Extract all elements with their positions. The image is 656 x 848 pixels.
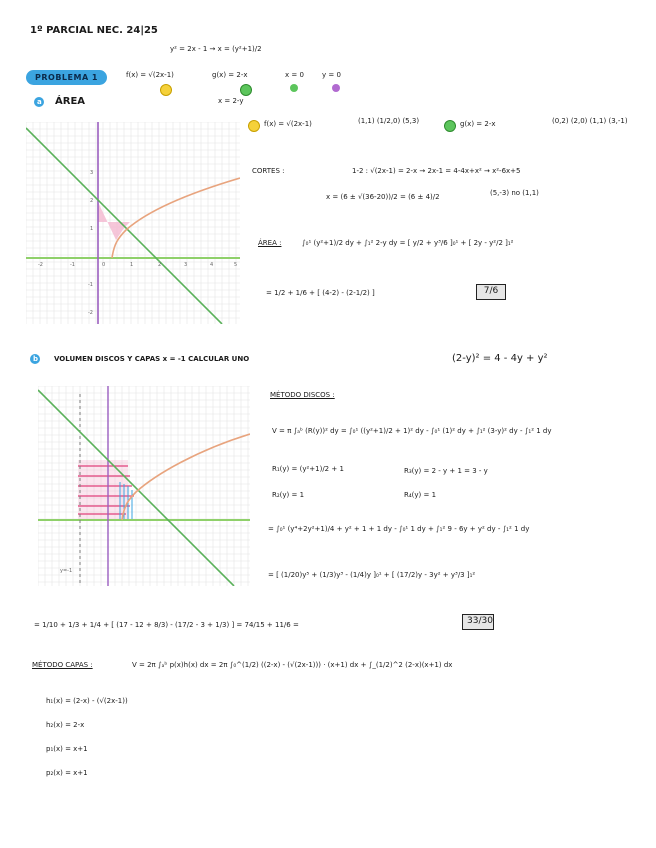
svg-text:-1: -1 [88,282,93,288]
svg-text:3: 3 [90,170,94,176]
f-definition: f(x) = √(2x-1) [126,71,174,79]
svg-text:2: 2 [90,198,94,204]
green-marker-icon-2 [444,120,456,132]
r3: R₃(y) = 2 - y + 1 = 3 - y [404,467,488,475]
area-evaluation: = 1/2 + 1/6 + [ (4-2) - (2-1/2) ] [266,289,375,297]
capas-label: MÉTODO CAPAS : [32,661,93,669]
svg-text:3: 3 [184,262,188,268]
area-label: ÁREA : [258,239,282,247]
x0-definition: x = 0 [285,71,304,79]
p1: p₁(x) = x+1 [46,745,88,753]
yellow-marker-icon-2 [248,120,260,132]
area-result: 7/6 [476,284,506,300]
h1: h₁(x) = (2-x) - (√(2x-1)) [46,697,128,705]
part-a-label: a [37,98,42,106]
p2: p₂(x) = x+1 [46,769,88,777]
svg-text:-2: -2 [38,262,43,268]
capas-equation: V = 2π ∫ₐᵇ p(x)h(x) dx = 2π ∫₀^(1/2) ((2-x) - (√(2x-1))) · (x+1) dx + ∫_(1/2)^2 (2-x)(x+1) dx [132,661,453,669]
svg-text:2: 2 [158,262,162,268]
svg-text:1: 1 [130,262,134,268]
green-marker-icon [240,84,252,96]
g-definition: g(x) = 2-x [212,71,248,79]
yellow-marker-icon [160,84,172,96]
r2: R₂(y) = 1 [272,491,305,499]
antiderivative: = [ (1/20)y⁵ + (1/3)y³ - (1/4)y ]₀¹ + [ (17/2)y - 3y² + y³/3 ]₁² [268,571,476,579]
r1: R₁(y) = (y²+1)/2 + 1 [272,465,344,473]
cortes-label: CORTES : [252,167,285,175]
cortes-equation: 1-2 : √(2x-1) = 2-x → 2x-1 = 4-4x+x² → x²-6x+5 [352,167,521,175]
problem-badge: PROBLEMA 1 [26,70,107,85]
exam-title: 1º PARCIAL NEC. 24|25 [30,25,158,36]
y0-definition: y = 0 [322,71,341,79]
f-points: (1,1) (1/2,0) (5,3) [358,117,420,125]
svg-text:0: 0 [102,262,106,268]
svg-text:5: 5 [234,262,238,268]
graph-grid [26,122,240,324]
part-a-title: ÁREA [55,96,86,107]
part-b-title: VOLUMEN DISCOS Y CAPAS x = -1 CALCULAR UNO [54,355,250,363]
g-line-text: g(x) = 2-x [460,120,496,128]
volume-equation: V = π ∫ₐᵇ (R(y))² dy = ∫₀¹ ((y²+1)/2 + 1)² dy - ∫₀¹ (1)² dy + ∫₁² (3-y)² dy - ∫₁² 1 dy [272,427,552,435]
x-equation: x = 2-y [218,97,244,105]
svg-text:-1: -1 [70,262,75,268]
svg-text:-2: -2 [88,310,93,316]
area-graph [26,122,240,324]
expand-equation: = ∫₀¹ (y⁴+2y²+1)/4 + y² + 1 + 1 dy - ∫₀¹ 1 dy + ∫₁² 9 - 6y + y² dy - ∫₁² 1 dy [268,525,530,533]
roots: (5,-3) no (1,1) [490,189,539,197]
discs-group [78,460,134,520]
square-expansion: (2-y)² = 4 - 4y + y² [452,353,548,364]
r4: R₄(y) = 1 [404,491,437,499]
axis-note: y=-1 [60,568,73,574]
volume-graph [38,386,250,586]
purple-dot-icon [332,84,340,92]
quadratic-formula: x = (6 ± √(36-20))/2 = (6 ± 4)/2 [326,193,440,201]
g-points: (0,2) (2,0) (1,1) (3,-1) [552,117,628,125]
discos-label: MÉTODO DISCOS : [270,391,335,399]
svg-text:1: 1 [90,226,94,232]
final-equation: = 1/10 + 1/3 + 1/4 + [ (17 - 12 + 8/3) - (17/2 - 3 + 1/3) ] = 74/15 + 11/6 = [34,621,299,629]
area-equation: ∫₀¹ (y²+1)/2 dy + ∫₁² 2-y dy = [ y/2 + y³/6 ]₀¹ + [ 2y - y²/2 ]₁² [302,239,514,247]
h2: h₂(x) = 2-x [46,721,85,729]
green-dot-icon [290,84,298,92]
top-note: y² = 2x - 1 → x = (y²+1)/2 [170,45,262,53]
volume-result: 33/30 [462,614,494,630]
part-b-label: b [33,355,39,363]
svg-text:4: 4 [210,262,214,268]
f-line: f(x) = √(2x-1) [264,120,312,128]
